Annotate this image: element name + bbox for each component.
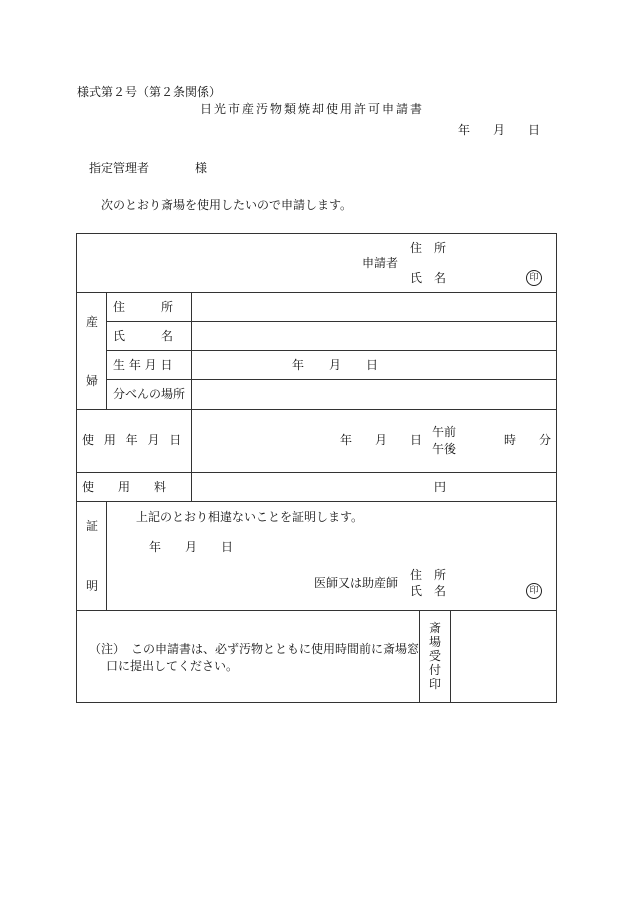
intro-text: 次のとおり斎場を使用したいので申請します。	[101, 198, 353, 212]
applicant-label: 申請者	[362, 256, 399, 270]
note-line1: （注） この申請書は、必ず汚物とともに使用時間前に斎場窓	[89, 642, 420, 656]
cert-text: 上記のとおり相違ないことを証明します。	[136, 510, 364, 524]
note-line2: 口に提出してください。	[106, 659, 239, 673]
cert-address-label: 住 所	[410, 568, 447, 582]
birthdate-year: 年	[292, 358, 305, 372]
cert-seal-mark: 印	[526, 583, 542, 599]
usage-pm: 午後	[432, 442, 457, 456]
usage-month: 月	[375, 433, 388, 447]
cert-date-month: 月	[185, 540, 198, 554]
cert-date-year: 年	[149, 540, 162, 554]
usage-minute: 分	[539, 433, 552, 447]
mother-birthdate-label: 生 年 月 日	[113, 358, 173, 372]
fee-unit: 円	[434, 480, 447, 494]
cert-label-top: 証	[86, 519, 99, 533]
cert-name-label: 氏 名	[410, 584, 447, 598]
applicant-address-label: 住 所	[410, 241, 447, 255]
date-month: 月	[493, 123, 506, 137]
form-title: 日光市産汚物類焼却使用許可申請書	[200, 102, 425, 116]
mother-birthplace-label: 分べんの場所	[113, 387, 186, 401]
applicant-seal-mark: 印	[526, 270, 542, 286]
usage-day: 日	[410, 433, 423, 447]
usage-year: 年	[340, 433, 353, 447]
cert-label-bottom: 明	[86, 579, 99, 593]
mother-address-label: 住 所	[113, 300, 174, 314]
addressee-label: 指定管理者	[89, 161, 150, 175]
applicant-name-label: 氏 名	[410, 271, 447, 285]
addressee-suffix: 様	[195, 161, 208, 175]
cert-date-day: 日	[221, 540, 234, 554]
usage-am: 午前	[432, 425, 457, 439]
usage-hour: 時	[504, 433, 517, 447]
certifier-label: 医師又は助産師	[314, 576, 399, 590]
date-day: 日	[528, 123, 541, 137]
birthdate-month: 月	[329, 358, 342, 372]
form-number: 様式第２号（第２条関係）	[77, 85, 222, 99]
date-year: 年	[458, 123, 471, 137]
birthdate-day: 日	[366, 358, 379, 372]
mother-name-label: 氏 名	[113, 329, 174, 343]
usage-date-label: 使 用 年 月 日	[82, 433, 182, 447]
mother-label-bottom: 婦	[86, 374, 99, 388]
receipt-stamp-label: 斎場受付印	[428, 621, 441, 691]
fee-label: 使 用 料	[82, 480, 167, 494]
mother-label-top: 産	[86, 315, 99, 329]
